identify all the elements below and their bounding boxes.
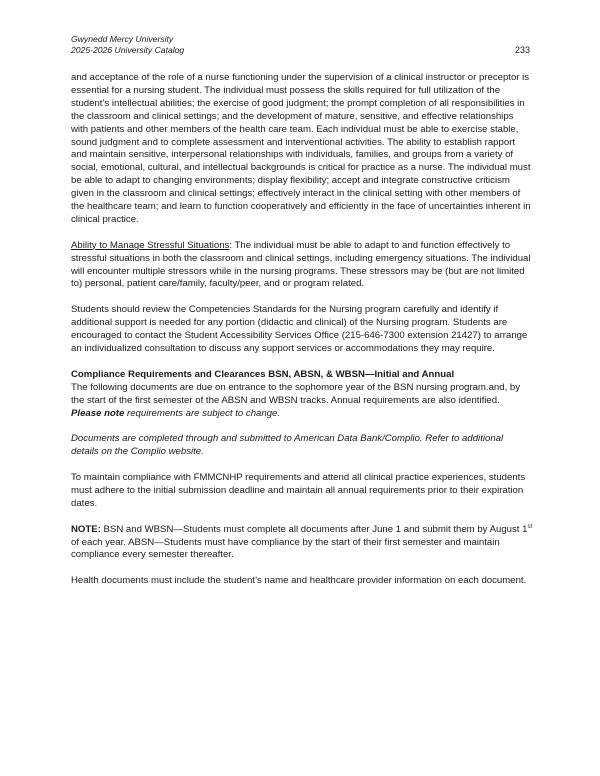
paragraph-note [71, 524, 533, 563]
compliance-text: The following documents are due on entrance to the sophomore year of the BSN nursing program.and, by the start of the first semester of the ABSN and WBSN tracks. Annual requirements are also identified. [71, 381, 521, 406]
paragraph-nurse-role: and acceptance of the role of a nurse functioning under the supervision of a clinical instructor or preceptor is essential for a nursing student. The individual must possess the skills required for full utilization of the student’s intellectual abilities; the exercise of good judgment; the prompt completion of all responsibilities in the classroom and clinical settings; and the development of mature, sensitive, and effective relationships with patients and other members of the health care team. Each individual must be able to exercise stable, sound judgment and to complete assessment and interventional activities. The ability to establish rapport and maintain sensitive, interpersonal relationships with individuals, families, and groups from a variety of social, emotional, cultural, and intellectual backgrounds is critical for practice as a nurse. The individual must be able to adapt to changing environments; display flexibility; accept and integrate constructive criticism given in the classroom and clinical settings; effectively interact in the clinical setting with other members of the healthcare team; and learn to function cooperatively and efficiently in the face of uncertainties inherent in clinical practice. [71, 72, 531, 225]
institution-name: Gwynedd Mercy University [71, 34, 174, 44]
note-superscript: st [527, 523, 533, 530]
page-body [71, 72, 533, 601]
paragraph-complio: Documents are completed through and submitted to American Data Bank/Complio. Refer to additional details on the Complio website. [71, 433, 504, 458]
note-label: NOTE: [71, 523, 101, 535]
page-number: 233 [514, 45, 530, 55]
paragraph-competencies: Students should review the Competencies Standards for the Nursing program carefully and identify if additional support is needed for any portion (didactic and clinical) of the Nursing program. Students are encouraged to contact the Student Accessibility Services Office (215-646-7300 extension 21427) to arrange an individualized consultation to discuss any support services or accommodations they may require. [71, 304, 528, 354]
paragraph-health-documents: Health documents must include the student’s name and healthcare provider information on each document. [71, 575, 527, 587]
please-note-label: Please note [71, 407, 125, 419]
paragraph-compliance [71, 369, 533, 421]
stressful-situations-heading: Ability to Manage Stressful Situations [71, 239, 230, 251]
catalog-title: 2025-2026 University Catalog [71, 45, 185, 55]
page-header [71, 34, 530, 56]
note-text-a: BSN and WBSN—Students must complete all documents after June 1 and submit them by August 1 [100, 523, 528, 535]
stressful-situations-text: : The individual must be able to adapt to and function effectively to stressful situations in both the classroom and clinical settings, including emergency situations. The individual will encounter multiple stressors while in the nursing programs. These stressors may be (but are not limited to) personal, patient care/family, faculty/peer, and or program related. [71, 239, 531, 290]
paragraph-maintain-compliance: To maintain compliance with FMMCNHP requirements and attend all clinical practice experiences, students must adhere to the initial submission deadline and maintain all annual requirements prior to their expiration dates. [71, 472, 526, 509]
please-note-text: requirements are subject to change. [124, 407, 281, 419]
paragraph-stressful-situations [71, 240, 533, 292]
note-text-b: of each year. ABSN—Students must have compliance by the start of their first semester and maintain compliance every semester thereafter. [71, 536, 500, 561]
compliance-section-heading: Compliance Requirements and Clearances BSN, ABSN, & WBSN—Initial and Annual [71, 368, 455, 380]
